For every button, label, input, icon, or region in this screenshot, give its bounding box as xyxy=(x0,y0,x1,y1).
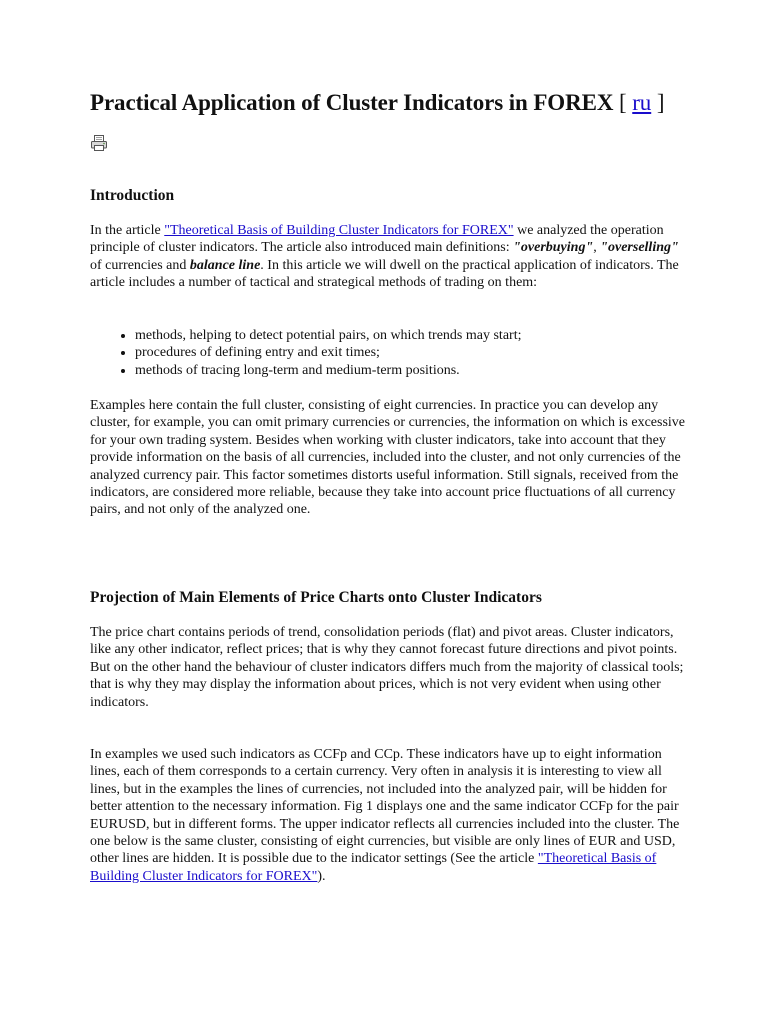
article-link-theoretical-basis[interactable]: "Theoretical Basis of Building Cluster Indicators for FOREX" xyxy=(164,223,514,238)
projection-paragraph-1: The price chart contains periods of trend, consolidation periods (flat) and pivot areas. Cluster indicators, like any other indicator, reflect prices; that is why they cannot forecast future directions and pivot points. But on the other hand the behaviour of cluster indicators differs much from the majority of classical tools; that is why they may display the information about prices, which is not very evident when using other indicators. xyxy=(90,625,684,710)
text-span: . In this article we will dwell on the practical application of indicators. The article includes a number of tactical and strategical methods of trading on them: xyxy=(90,257,679,291)
page-title-text: Practical Application of Cluster Indicators in FOREX xyxy=(90,90,614,115)
text-span: In the article xyxy=(90,223,165,238)
text-span: of currencies and xyxy=(90,257,190,273)
list-item: • methods, helping to detect potential pairs, on which trends may start; xyxy=(135,327,695,344)
section-heading-projection: Projection of Main Elements of Price Charts onto Cluster Indicators xyxy=(90,589,542,606)
term-overselling: "overselling" xyxy=(600,240,679,256)
page-title xyxy=(90,87,664,119)
list-item: • procedures of defining entry and exit times; xyxy=(135,344,695,361)
text-span: ). xyxy=(317,868,326,884)
term-balance-line: balance line xyxy=(189,257,261,273)
printer-icon[interactable] xyxy=(90,134,108,152)
term-overbuying: "overbuying" xyxy=(513,240,594,256)
text-span: In examples we used such indicators as CCFp and CCp. These indicators have up to eight information lines, each of them corresponds to a certain currency. Very often in analysis it is interesting to view all lines, but in the examples the lines of currencies, not included into the analyzed pair, will be hidden for better attention to the necessary information. Fig 1 displays one and the same indicator CCFp for the pair EURUSD, but in different forms. The upper indicator reflects all currencies included into the cluster. The one below is the same cluster, consisting of eight currencies, but visible are only lines of EUR and USD, other lines are hidden. It is possible due to the indicator settings (See the article xyxy=(90,747,680,867)
projection-paragraph-2 xyxy=(90,746,690,885)
intro-paragraph-1 xyxy=(90,222,690,292)
text-span: we analyzed the operation principle of cluster indicators. The article also introduced main definitions: xyxy=(90,223,664,256)
article-link-theoretical-basis-2[interactable]: "Theoretical Basis of Building Cluster Indicators for FOREX" xyxy=(90,851,657,884)
language-link-ru[interactable]: ru xyxy=(632,90,652,115)
lang-bracket-open: [ xyxy=(619,90,627,115)
list-item: • methods of tracing long-term and medium-term positions. xyxy=(135,362,695,379)
text-span: , xyxy=(593,240,601,256)
intro-paragraph-2: Examples here contain the full cluster, consisting of eight currencies. In practice you can develop any cluster, for example, you can omit primary currencies or currencies, the information on which is excessive for your own trading system. Besides when working with cluster indicators, take into account that they provide information on the basis of all currencies, included into the cluster, and not only currencies of the analyzed currency pair. This factor sometimes distorts useful information. Still signals, received from the indicators, are considered more reliable, because they take into account price fluctuations of all currency pairs, and not only of the analyzed one. xyxy=(90,398,686,518)
methods-list xyxy=(90,327,695,379)
section-heading-introduction: Introduction xyxy=(90,187,175,204)
lang-bracket-close: ] xyxy=(656,90,665,115)
